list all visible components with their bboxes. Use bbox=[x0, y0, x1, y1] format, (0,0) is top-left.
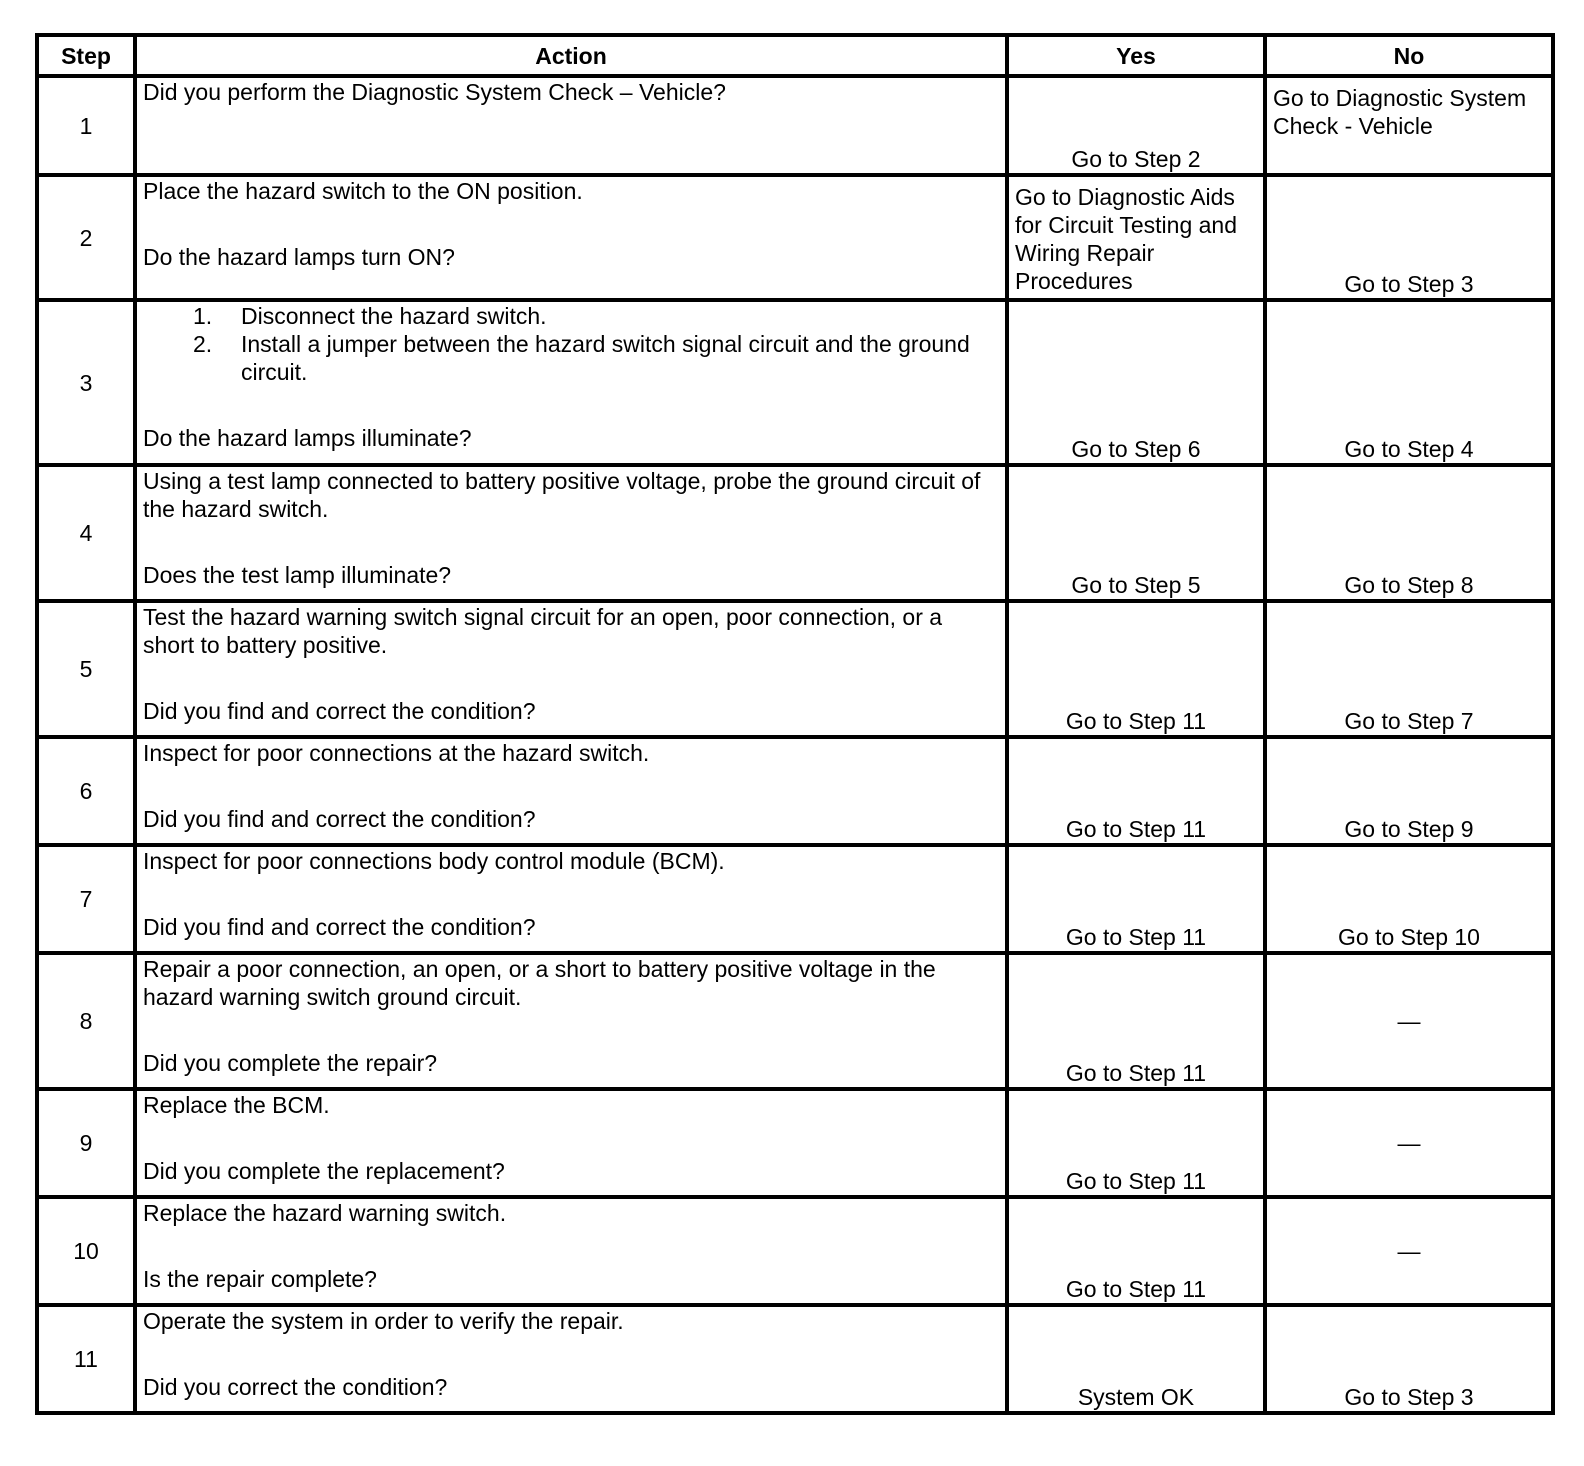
action-cell bbox=[135, 1089, 1007, 1197]
step-number: 3 bbox=[37, 300, 135, 465]
table-row bbox=[37, 737, 1553, 845]
diagnostic-table bbox=[35, 33, 1555, 1415]
action-text: Did you perform the Diagnostic System Check – Vehicle? bbox=[143, 79, 726, 105]
question-text: Did you find and correct the condition? bbox=[143, 698, 536, 724]
substep-number: 2. bbox=[193, 331, 213, 357]
no-cell: Go to Step 7 bbox=[1265, 601, 1553, 737]
table-row bbox=[37, 465, 1553, 601]
question-text: Do the hazard lamps illuminate? bbox=[143, 425, 472, 451]
table-row bbox=[37, 76, 1553, 175]
yes-cell: Go to Diagnostic Aids for Circuit Testing and Wiring Repair Procedures bbox=[1007, 175, 1265, 300]
table-row bbox=[37, 300, 1553, 465]
question-text: Did you find and correct the condition? bbox=[143, 806, 536, 832]
action-text: Repair a poor connection, an open, or a short to battery positive voltage in the hazard warning switch ground circuit. bbox=[143, 956, 936, 1010]
header-action: Action bbox=[135, 35, 1007, 76]
yes-cell: Go to Step 11 bbox=[1007, 1197, 1265, 1305]
step-number: 8 bbox=[37, 953, 135, 1089]
no-cell: Go to Diagnostic System Check - Vehicle bbox=[1265, 76, 1553, 175]
action-text: Place the hazard switch to the ON position. bbox=[143, 178, 583, 204]
step-number: 10 bbox=[37, 1197, 135, 1305]
action-cell bbox=[135, 601, 1007, 737]
action-cell bbox=[135, 175, 1007, 300]
action-text: Inspect for poor connections at the hazard switch. bbox=[143, 740, 650, 766]
action-cell bbox=[135, 737, 1007, 845]
yes-cell: Go to Step 11 bbox=[1007, 845, 1265, 953]
action-cell bbox=[135, 465, 1007, 601]
no-cell: — bbox=[1265, 1197, 1553, 1305]
yes-cell: Go to Step 2 bbox=[1007, 76, 1265, 175]
step-number: 9 bbox=[37, 1089, 135, 1197]
no-cell: Go to Step 8 bbox=[1265, 465, 1553, 601]
action-text: Replace the BCM. bbox=[143, 1092, 330, 1118]
question-text: Do the hazard lamps turn ON? bbox=[143, 244, 455, 270]
yes-cell: Go to Step 11 bbox=[1007, 953, 1265, 1089]
action-cell bbox=[135, 76, 1007, 175]
yes-cell: Go to Step 5 bbox=[1007, 465, 1265, 601]
question-text: Does the test lamp illuminate? bbox=[143, 562, 452, 588]
substep-text: Install a jumper between the hazard switch signal circuit and the ground circuit. bbox=[241, 331, 970, 385]
no-cell: Go to Step 3 bbox=[1265, 1305, 1553, 1413]
no-cell: Go to Step 9 bbox=[1265, 737, 1553, 845]
header-no: No bbox=[1265, 35, 1553, 76]
yes-cell: Go to Step 6 bbox=[1007, 300, 1265, 465]
substep-list bbox=[143, 302, 999, 386]
action-text: Inspect for poor connections body control module (BCM). bbox=[143, 848, 725, 874]
step-number: 4 bbox=[37, 465, 135, 601]
step-number: 2 bbox=[37, 175, 135, 300]
list-item bbox=[193, 302, 999, 330]
question-text: Did you correct the condition? bbox=[143, 1374, 448, 1400]
table-row bbox=[37, 953, 1553, 1089]
table-row bbox=[37, 845, 1553, 953]
question-text: Did you find and correct the condition? bbox=[143, 914, 536, 940]
step-number: 7 bbox=[37, 845, 135, 953]
yes-cell: System OK bbox=[1007, 1305, 1265, 1413]
action-text: Using a test lamp connected to battery positive voltage, probe the ground circuit of the hazard switch. bbox=[143, 468, 981, 522]
yes-cell: Go to Step 11 bbox=[1007, 1089, 1265, 1197]
action-text: Operate the system in order to verify the repair. bbox=[143, 1308, 624, 1334]
question-text: Did you complete the repair? bbox=[143, 1050, 438, 1076]
substep-text: Disconnect the hazard switch. bbox=[241, 303, 547, 329]
no-cell: Go to Step 4 bbox=[1265, 300, 1553, 465]
table-row bbox=[37, 601, 1553, 737]
action-cell bbox=[135, 953, 1007, 1089]
header-step: Step bbox=[37, 35, 135, 76]
table-row bbox=[37, 1089, 1553, 1197]
step-number: 1 bbox=[37, 76, 135, 175]
no-cell: — bbox=[1265, 1089, 1553, 1197]
yes-cell: Go to Step 11 bbox=[1007, 601, 1265, 737]
action-text: Replace the hazard warning switch. bbox=[143, 1200, 507, 1226]
action-cell bbox=[135, 1197, 1007, 1305]
table-row bbox=[37, 1305, 1553, 1413]
yes-cell: Go to Step 11 bbox=[1007, 737, 1265, 845]
action-text: Test the hazard warning switch signal circuit for an open, poor connection, or a short to battery positive. bbox=[143, 604, 943, 658]
no-cell: Go to Step 10 bbox=[1265, 845, 1553, 953]
table-row bbox=[37, 1197, 1553, 1305]
table-row bbox=[37, 175, 1553, 300]
action-cell bbox=[135, 1305, 1007, 1413]
substep-number: 1. bbox=[193, 303, 213, 329]
step-number: 5 bbox=[37, 601, 135, 737]
action-cell bbox=[135, 845, 1007, 953]
step-number: 11 bbox=[37, 1305, 135, 1413]
no-cell: Go to Step 3 bbox=[1265, 175, 1553, 300]
header-row bbox=[37, 35, 1553, 76]
step-number: 6 bbox=[37, 737, 135, 845]
action-cell bbox=[135, 300, 1007, 465]
no-cell: — bbox=[1265, 953, 1553, 1089]
question-text: Is the repair complete? bbox=[143, 1266, 377, 1292]
header-yes: Yes bbox=[1007, 35, 1265, 76]
question-text: Did you complete the replacement? bbox=[143, 1158, 505, 1184]
list-item bbox=[193, 330, 999, 386]
